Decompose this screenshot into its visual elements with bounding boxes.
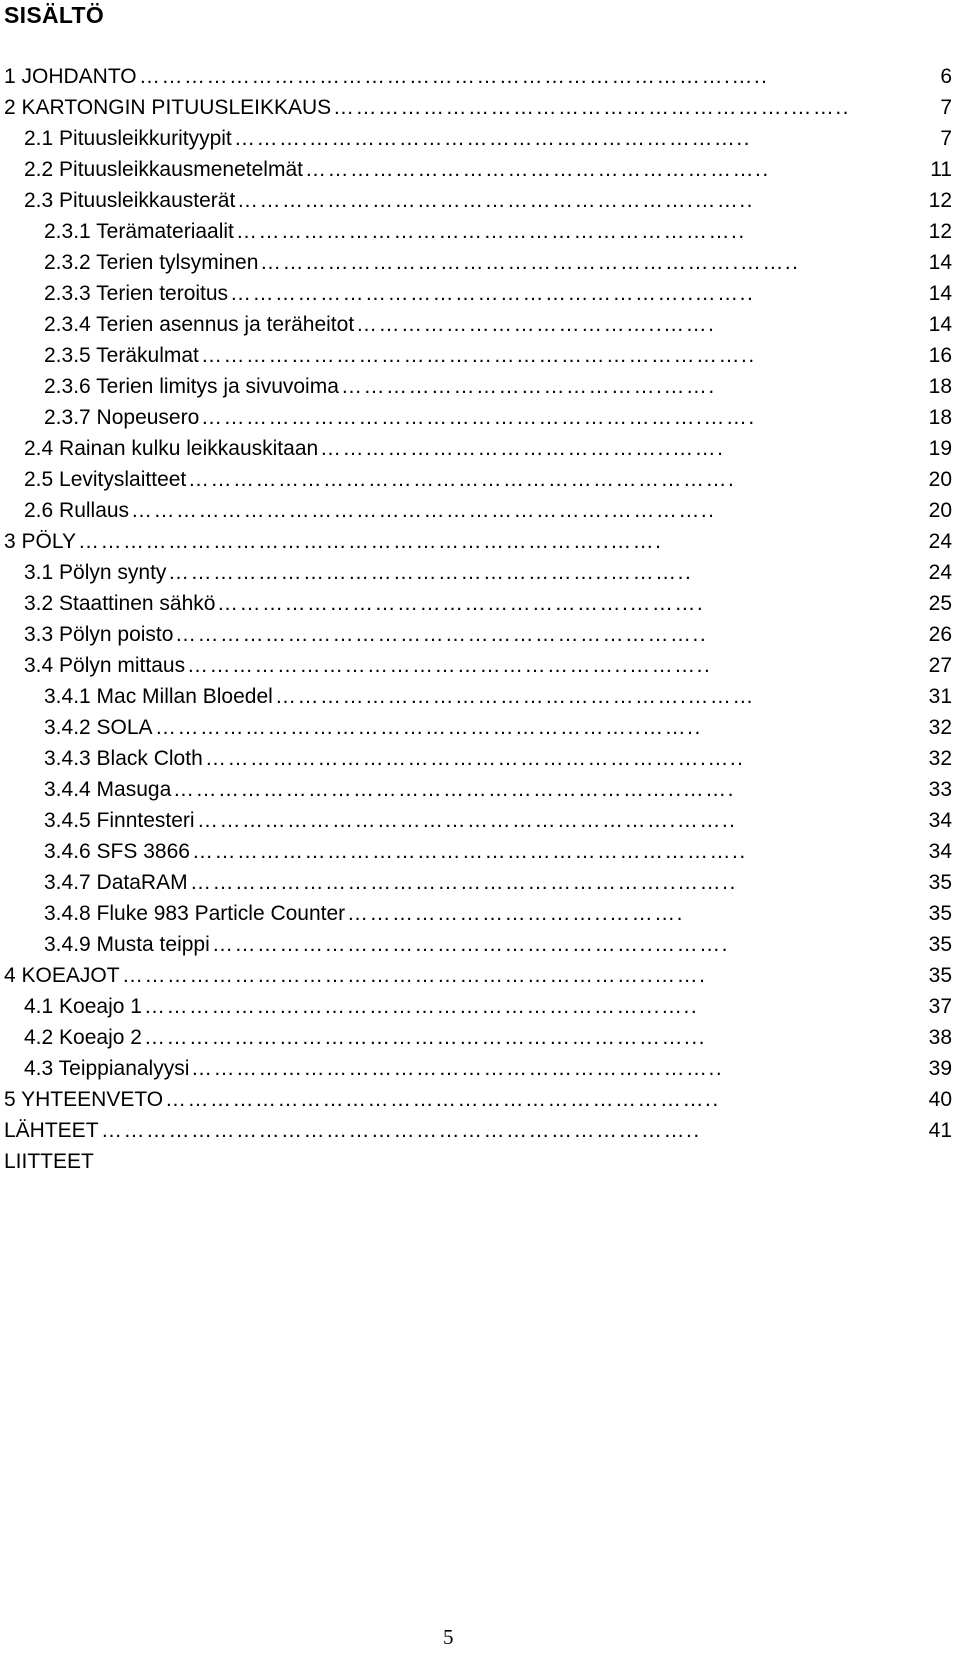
toc-entry-leader: ……………………………………………….………. [217, 592, 705, 615]
toc-entry-leader: ……………………………………………………………..……. [122, 964, 707, 987]
toc-entry-page: 32 [928, 743, 952, 774]
toc-entry-title: 2.3.5 Teräkulmat [44, 344, 199, 367]
toc-entry-title: 2.1 Pituusleikkurityypit [24, 127, 232, 150]
toc-entry [0, 929, 952, 960]
toc-entry-title: 2.3.6 Terien limitys ja sivuvoima [44, 375, 339, 398]
toc-entry-leader: …………………………………..……. [356, 313, 716, 336]
toc-entry-page: 24 [928, 557, 952, 588]
toc-entry-leader: ………………………………………………………….….. [205, 747, 745, 770]
toc-entry [0, 1146, 952, 1177]
toc-entry-title: 3 PÖLY [4, 530, 76, 553]
toc-entry-title: 1 JOHDANTO [4, 65, 137, 88]
toc-entry-title: 2.4 Rainan kulku leikkauskitaan [24, 437, 319, 460]
toc-entry-leader: ……………………………………………………………..……. [78, 530, 663, 553]
toc-entry-page: 6 [939, 61, 952, 92]
toc-entry-leader: ………………………………………………………………... [144, 1026, 707, 1049]
toc-entry-leader: ………………………………………………………..…….. [190, 871, 737, 894]
toc-entry-leader: ……………………………………………………………….. [165, 1088, 720, 1111]
toc-entry-title: 3.4.9 Musta teippi [44, 933, 210, 956]
toc-entry-leader: ………………………………………………………..…….. [155, 716, 702, 739]
toc-entry-page: 7 [939, 123, 952, 154]
toc-entry-title: 4.3 Teippianalyysi [24, 1057, 190, 1080]
toc-entry-page: 39 [928, 1053, 952, 1084]
toc-entry-title: 3.4 Pölyn mittaus [24, 654, 186, 677]
toc-entry-leader: ……………………………………………………….………….. [131, 499, 716, 522]
toc-entry-page: 31 [928, 681, 952, 712]
toc-entry [0, 805, 952, 836]
toc-entry-leader: …………………………………………………………….. [175, 623, 708, 646]
toc-entry [0, 309, 952, 340]
toc-entry-title: 3.2 Staattinen sähkö [24, 592, 216, 615]
toc-entry [0, 960, 952, 991]
toc-entry [0, 650, 952, 681]
toc-entry-page: 35 [928, 960, 952, 991]
toc-entry [0, 402, 952, 433]
toc-entry-page: 40 [928, 1084, 952, 1115]
toc-entry-title: 2 KARTONGIN PITUUSLEIKKAUS [4, 96, 332, 119]
toc-entry-page: 7 [939, 92, 952, 123]
toc-entry-title: 4.1 Koeajo 1 [24, 995, 142, 1018]
toc-entry-leader: ………………………………………………………….……. [201, 406, 756, 429]
toc-entry-page: 14 [928, 309, 952, 340]
toc-entry-leader: …………………………………………………….…….. [237, 189, 755, 212]
toc-entry-leader: …………………………………………………………...….. [144, 995, 699, 1018]
toc-entry [0, 185, 952, 216]
toc-entry-leader: …………………………………………………………………….. [101, 1119, 701, 1142]
toc-entry [0, 247, 952, 278]
toc-entry-page: 38 [928, 1022, 952, 1053]
toc-entry-page: 41 [928, 1115, 952, 1146]
toc-entry-title: 2.3.3 Terien teroitus [44, 282, 229, 305]
toc-entry-page: 35 [928, 898, 952, 929]
toc-entry [0, 1084, 952, 1115]
toc-entry-leader: …………………………………………………….. [305, 158, 770, 181]
toc-entry [0, 340, 952, 371]
toc-entry [0, 991, 952, 1022]
toc-entry [0, 1115, 952, 1146]
toc-entry-leader: …………………………………………………………………….….. [139, 65, 769, 88]
toc-entry-title: 2.3 Pituusleikkausterät [24, 189, 236, 212]
table-of-contents [0, 61, 952, 1177]
toc-entry-title: 3.1 Pölyn synty [24, 561, 167, 584]
toc-entry-leader: ………………………………………………………………. [188, 468, 736, 491]
toc-entry-page: 18 [928, 402, 952, 433]
toc-entry [0, 588, 952, 619]
toc-entry-page: 37 [928, 991, 952, 1022]
toc-entry-title: 4 KOEAJOT [4, 964, 120, 987]
toc-entry-page: 14 [928, 247, 952, 278]
toc-entry-page: 34 [928, 805, 952, 836]
toc-entry-leader: …………………………………….……. [341, 375, 716, 398]
toc-entry-title: 3.4.1 Mac Millan Bloedel [44, 685, 273, 708]
toc-entry-page: 18 [928, 371, 952, 402]
toc-entry-title: 4.2 Koeajo 2 [24, 1026, 142, 1049]
page-number: 5 [443, 1625, 454, 1649]
toc-entry-leader: ……………………………..………. [347, 902, 685, 925]
toc-entry-leader: ……………………………………………………..…….. [230, 282, 755, 305]
toc-entry-title: LIITTEET [4, 1150, 94, 1173]
toc-entry-leader: ……………………………………………….……… [275, 685, 755, 708]
toc-entry-page: 14 [928, 278, 952, 309]
toc-entry-title: LÄHTEET [4, 1119, 99, 1142]
toc-entry-page: 12 [928, 216, 952, 247]
toc-entry [0, 123, 952, 154]
toc-entry [0, 867, 952, 898]
toc-entry-leader: …………………………………………………..……….. [187, 654, 712, 677]
toc-entry-leader: ……………………………………………………………….. [192, 840, 747, 863]
toc-entry-title: 3.4.7 DataRAM [44, 871, 188, 894]
toc-entry [0, 681, 952, 712]
toc-entry-leader: …………………………………………………..………. [212, 933, 730, 956]
toc-entry-title: 3.3 Pölyn poisto [24, 623, 174, 646]
toc-entry-leader: ……………………………………………………….…….. [197, 809, 737, 832]
toc-entry [0, 743, 952, 774]
toc-entry-leader: …………………………………………………..……….. [168, 561, 693, 584]
toc-entry-title: 2.2 Pituusleikkausmenetelmät [24, 158, 303, 181]
toc-entry-page: 25 [928, 588, 952, 619]
toc-entry [0, 526, 952, 557]
toc-entry-leader: ……….………………………………………………….. [234, 127, 752, 150]
toc-entry-leader: ………………………………………..……. [320, 437, 725, 460]
toc-entry [0, 278, 952, 309]
toc-entry-leader: ……………………………………………………….…….. [260, 251, 800, 274]
toc-entry-title: 3.4.4 Masuga [44, 778, 172, 801]
toc-entry [0, 557, 952, 588]
toc-entry-title: 3.4.8 Fluke 983 Particle Counter [44, 902, 346, 925]
toc-entry-leader: …………………………………………………….…….. [333, 96, 851, 119]
toc-entry-leader: ………………………………………………………….. [236, 220, 746, 243]
toc-entry [0, 433, 952, 464]
toc-entry [0, 774, 952, 805]
toc-entry [0, 1053, 952, 1084]
toc-entry-page: 12 [928, 185, 952, 216]
toc-entry-title: 3.4.2 SOLA [44, 716, 153, 739]
toc-entry-leader: …………………………………………………………….. [191, 1057, 724, 1080]
toc-entry [0, 371, 952, 402]
toc-entry-page: 20 [928, 495, 952, 526]
toc-entry-page: 20 [928, 464, 952, 495]
toc-entry-title: 2.3.1 Terämateriaalit [44, 220, 234, 243]
toc-entry [0, 61, 952, 92]
toc-entry-title: 2.6 Rullaus [24, 499, 130, 522]
toc-entry-title: 2.3.4 Terien asennus ja teräheitot [44, 313, 355, 336]
toc-entry-page: 35 [928, 929, 952, 960]
toc-entry-title: 2.3.7 Nopeusero [44, 406, 200, 429]
toc-entry-title: 5 YHTEENVETO [4, 1088, 164, 1111]
toc-entry [0, 619, 952, 650]
toc-entry [0, 836, 952, 867]
toc-entry-title: 3.4.3 Black Cloth [44, 747, 203, 770]
toc-entry-page: 32 [928, 712, 952, 743]
page-title: SISÄLTÖ [4, 2, 105, 28]
toc-entry-page: 11 [929, 154, 952, 185]
toc-entry [0, 898, 952, 929]
toc-entry [0, 92, 952, 123]
toc-entry-title: 3.4.6 SFS 3866 [44, 840, 190, 863]
toc-entry-page: 24 [928, 526, 952, 557]
toc-entry-title: 3.4.5 Finntesteri [44, 809, 195, 832]
toc-entry-page: 19 [928, 433, 952, 464]
toc-entry-title: 2.3.2 Terien tylsyminen [44, 251, 259, 274]
toc-entry [0, 712, 952, 743]
toc-entry [0, 154, 952, 185]
toc-entry-leader: …………………………………………………………..……. [173, 778, 736, 801]
toc-entry-leader: ……………………………………………………………….. [201, 344, 756, 367]
toc-entry [0, 495, 952, 526]
toc-entry [0, 464, 952, 495]
toc-entry-title: 2.5 Levityslaitteet [24, 468, 187, 491]
toc-entry-page: 16 [928, 340, 952, 371]
toc-entry [0, 1022, 952, 1053]
toc-entry-page: 26 [928, 619, 952, 650]
toc-entry-page: 35 [928, 867, 952, 898]
toc-entry [0, 216, 952, 247]
toc-entry-page: 27 [928, 650, 952, 681]
toc-entry-page: 33 [928, 774, 952, 805]
toc-entry-page: 34 [928, 836, 952, 867]
